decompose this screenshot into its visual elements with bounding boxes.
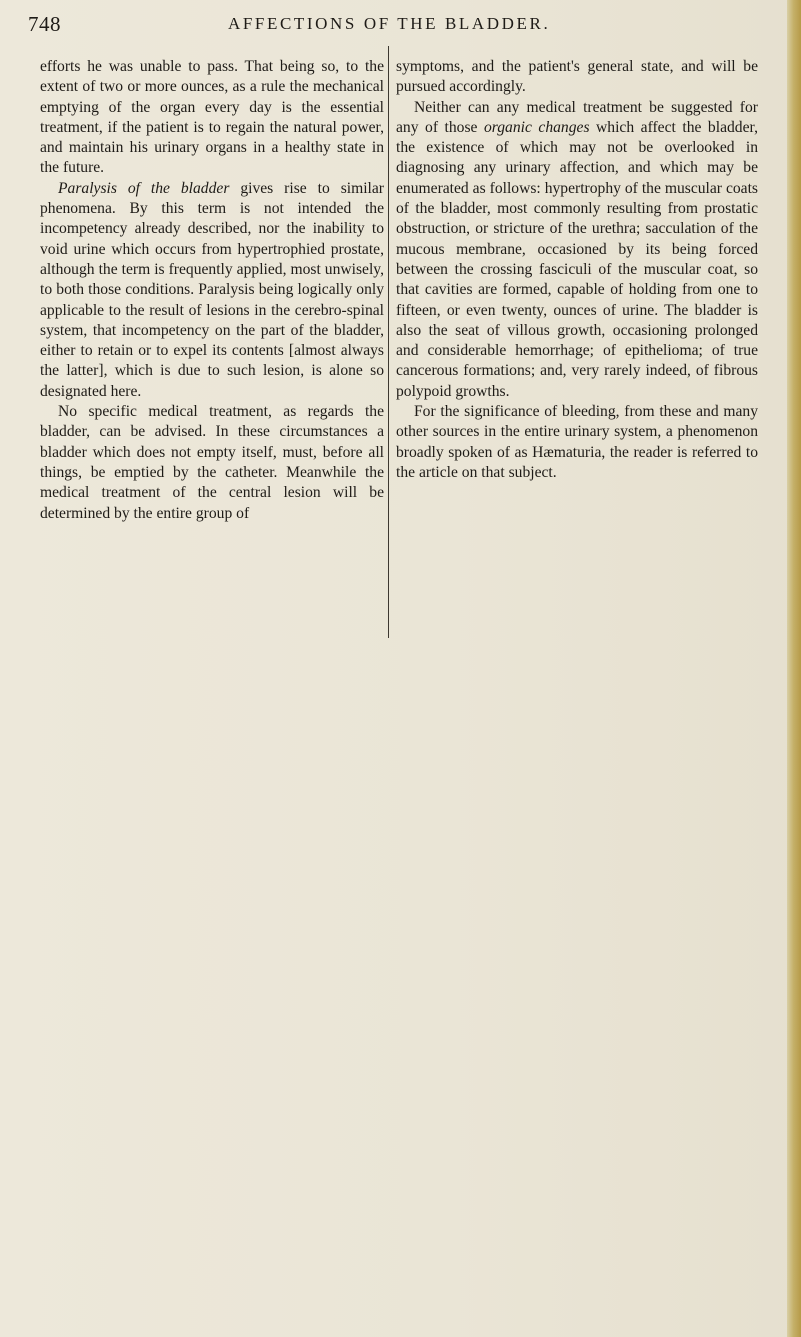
italic-term: organic changes	[483, 118, 590, 136]
running-title: AFFECTIONS OF THE BLADDER.	[228, 14, 551, 33]
page-edge-discoloration	[787, 0, 801, 1337]
page-number: 748	[28, 12, 61, 36]
paragraph	[396, 98, 758, 402]
paragraph	[40, 179, 384, 402]
paragraph: symptoms, and the patient's general state, and will be pursued accordingly.	[396, 58, 758, 96]
paragraph-text: Neither can any medical treatment be suggested for any of those	[396, 98, 758, 136]
column-divider	[388, 46, 389, 638]
paragraph: No specific medical treatment, as regards the bladder, can be advised. In these circumstances a bladder which does not empty itself, must, before all things, be emptied by the catheter. Meanwhile the medical treatment of the central lesion will be determined by the entire group of	[40, 403, 384, 522]
left-column	[40, 57, 384, 524]
paragraph-text: gives rise to similar phenomena. By this term is not intended the incompetency already described, nor the inability to void urine which occurs from hypertrophied prostate, although the term is frequently applied, most unwisely, to both those conditions. Paralysis being logically only applicable to the result of lesions in the cerebro-spinal system, that incompetency on the part of the bladder, either to retain or to expel its contents [almost always the latter], which is due to such lesion, is alone so designated here.	[40, 179, 385, 400]
italic-term: Paralysis of the bladder	[58, 179, 230, 197]
right-column	[396, 57, 758, 483]
paragraph: For the significance of bleeding, from these and many other sources in the entire urinary system, a phenomenon broadly spoken of as Hæmaturia, the reader is referred to the article on that subject.	[396, 403, 758, 481]
paragraph: efforts he was unable to pass. That being so, to the extent of two or more ounces, as a rule the mechanical emptying of the organ every day is the essential treatment, if the patient is to regain the natural power, and maintain his urinary organs in a healthy state in the future.	[40, 58, 384, 177]
running-head	[28, 12, 776, 36]
paragraph-text: which affect the bladder, the existence of which may not be overlooked in diagnosing any urinary affection, and which may be enumerated as follows: hypertrophy of the muscular coats of the bladder, most commonly resulting from prostatic obstruction, or stricture of the urethra; sacculation of the mucous membrane, occasioned by its being forced between the crossing fasciculi of the muscular coat, so that cavities are formed, capable of holding from one to fifteen, or even twenty, ounces of urine. The bladder is also the seat of villous growth, occasioning prolonged and considerable hemorrhage; of epithelioma; of true cancerous formations; and, very rarely indeed, of fibrous polypoid growths.	[396, 118, 758, 400]
